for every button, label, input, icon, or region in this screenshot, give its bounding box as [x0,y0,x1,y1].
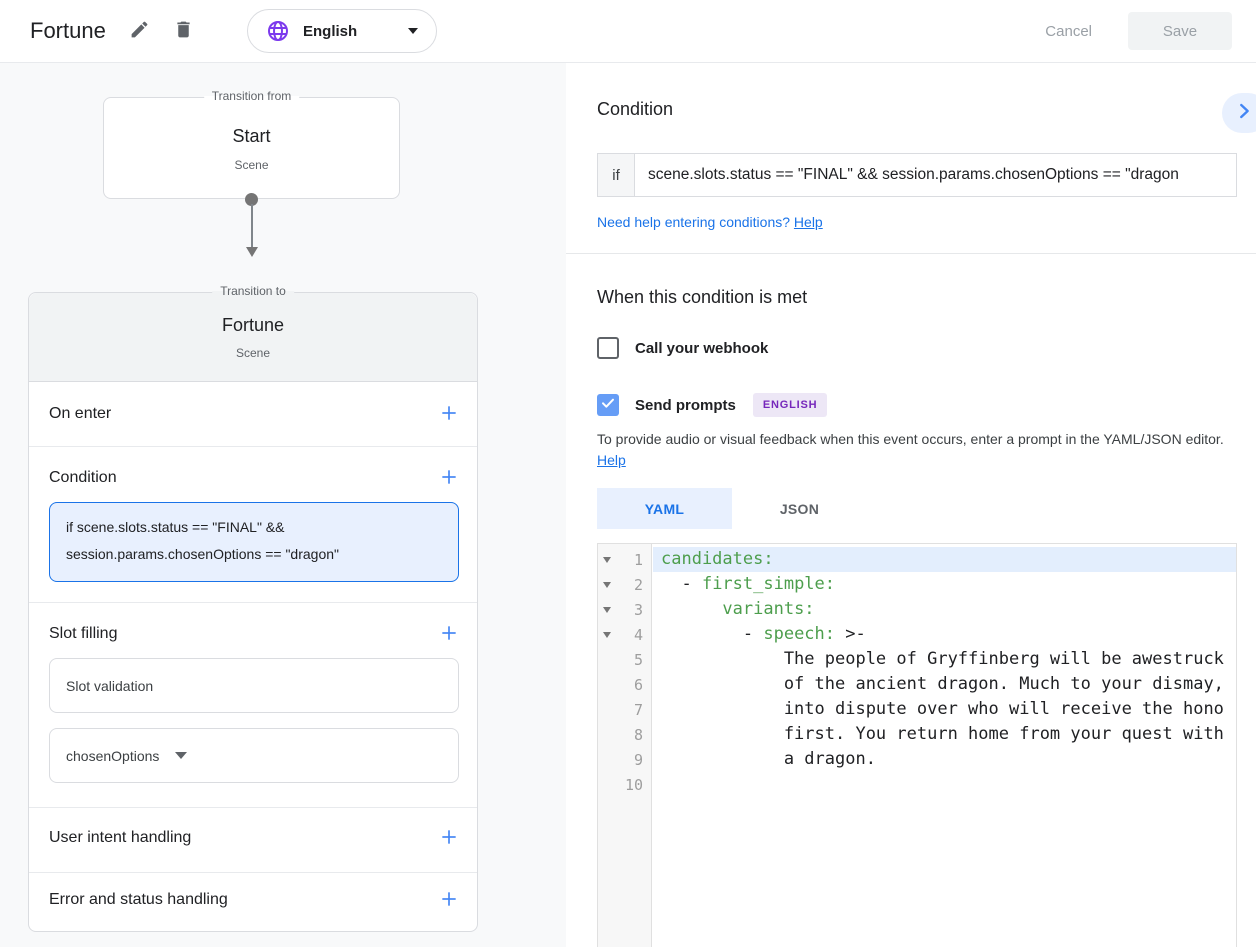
line-number: 7 [633,700,643,719]
editor-gutter [598,544,652,947]
prompts-help-link[interactable]: Help [597,452,626,468]
yaml-text: first. You return home from your quest with [661,724,1224,744]
webhook-row [597,337,768,359]
fold-arrow-icon[interactable] [603,632,611,638]
scene-card [28,284,478,932]
arrow-down-icon [246,247,258,257]
line-number: 5 [633,650,643,669]
condition-preview-line2: session.params.chosenOptions == "dragon" [66,546,339,562]
gutter-row [598,772,651,797]
line-number: 4 [633,625,643,644]
line-number: 9 [633,750,643,769]
gutter-row [598,672,651,697]
section-error-status: Error and status handling [49,891,228,908]
gutter-row [598,747,651,772]
save-button[interactable]: Save [1128,12,1232,50]
code-editor [597,543,1237,947]
gutter-row [598,647,651,672]
to-scene-name: Fortune [221,315,285,335]
add-icon [439,467,459,492]
section-user-intent: User intent handling [49,829,192,846]
page-title: Fortune [30,18,106,43]
edit-scene-button[interactable] [126,19,152,45]
line-number: 3 [633,600,643,619]
line-number: 6 [633,675,643,694]
condition-help-line [597,214,823,230]
transition-to-legend: Transition to [212,284,294,298]
transition-to-node [29,293,477,382]
add-icon [439,889,459,914]
editor-line[interactable] [653,622,1236,647]
fold-arrow-icon[interactable] [603,607,611,613]
gutter-row [598,622,651,647]
yaml-text: >- [835,624,866,644]
webhook-checkbox[interactable] [597,337,619,359]
checkmark-icon [600,395,616,416]
yaml-key: speech: [763,624,836,644]
section-on-enter: On enter [49,405,112,422]
add-on-enter-button[interactable] [435,401,463,429]
editor-line[interactable] [653,747,1236,772]
editor-line[interactable] [653,572,1236,597]
gutter-row [598,572,651,597]
add-error-handler-button[interactable] [435,887,463,915]
add-icon [439,827,459,852]
tab-yaml[interactable]: YAML [597,488,732,529]
condition-preview-line1: if scene.slots.status == "FINAL" && [66,519,285,535]
fold-arrow-icon[interactable] [603,557,611,563]
transition-from-legend: Transition from [204,89,300,103]
condition-expression-row [597,153,1237,197]
line-number: 2 [633,575,643,594]
slot-parameter-label: chosenOptions [66,747,160,764]
condition-panel-title: Condition [597,99,674,119]
pencil-icon [129,19,150,45]
yaml-text: a dragon. [661,749,876,769]
editor-line[interactable] [653,647,1236,672]
divider [566,253,1256,254]
trash-icon [173,19,194,45]
globe-icon [266,19,290,43]
yaml-text [661,599,722,619]
fold-arrow-icon[interactable] [603,582,611,588]
divider [29,602,477,603]
chevron-right-icon [1233,100,1255,127]
gutter-row [598,597,651,622]
section-condition: Condition [49,469,117,486]
tab-json[interactable]: JSON [779,500,820,517]
slot-validation-label: Slot validation [66,677,154,694]
divider [29,872,477,873]
yaml-key: candidates: [661,549,774,569]
top-toolbar [0,0,1256,63]
scene-flow-panel [0,63,566,947]
line-number: 1 [633,550,643,569]
add-icon [439,623,459,648]
condition-detail-panel [566,63,1256,947]
if-prefix: if [598,154,635,196]
yaml-key: first_simple: [701,574,836,594]
transition-from-node[interactable] [103,89,400,199]
editor-line[interactable] [653,722,1236,747]
gutter-row [598,697,651,722]
yaml-text: into dispute over who will receive the hono [661,699,1224,719]
add-intent-button[interactable] [435,825,463,853]
connector-line [251,204,253,247]
gutter-row [598,547,651,572]
prompts-description-text: To provide audio or visual feedback when this event occurs, enter a prompt in the YAML/JSON editor. [597,431,1224,447]
send-prompts-checkbox[interactable] [597,394,619,416]
gutter-row [598,722,651,747]
yaml-key: variants: [722,599,815,619]
yaml-text: - [661,574,702,594]
prompts-description [597,429,1231,471]
editor-line[interactable] [653,772,1236,797]
line-number: 8 [633,725,643,744]
send-prompts-row [597,393,827,417]
add-condition-button[interactable] [435,465,463,493]
slot-validation-item[interactable] [49,658,459,713]
code-editor-rows[interactable] [653,544,1236,947]
from-scene-name: Start [232,126,271,146]
send-prompts-label: Send prompts [635,396,736,414]
editor-line[interactable] [653,697,1236,722]
yaml-text: The people of Gryffinberg will be awestruck [661,649,1224,669]
editor-tabs [597,488,867,529]
language-badge: ENGLISH [753,393,828,417]
condition-preview-selected[interactable] [49,502,459,582]
chevron-down-icon [175,752,187,759]
condition-expression-input[interactable]: scene.slots.status == "FINAL" && session.params.chosenOptions == "dragon [648,166,1179,183]
add-slot-button[interactable] [435,621,463,649]
slot-parameter-item[interactable] [49,728,459,783]
language-selector[interactable] [247,9,437,53]
add-icon [439,403,459,428]
language-label: English [303,22,358,40]
when-met-title: When this condition is met [597,287,808,307]
divider [29,446,477,447]
divider [29,807,477,808]
condition-help-text: Need help entering conditions? [597,214,794,230]
from-scene-type: Scene [234,158,269,172]
condition-help-link[interactable]: Help [793,214,823,230]
editor-line[interactable] [653,672,1236,697]
editor-line[interactable] [653,597,1236,622]
section-slot-filling: Slot filling [49,625,118,642]
collapse-panel-button[interactable] [1222,93,1256,133]
to-scene-type: Scene [235,346,271,360]
yaml-text: - [661,624,764,644]
editor-line[interactable] [653,547,1236,572]
cancel-button[interactable]: Cancel [1045,22,1092,40]
webhook-label: Call your webhook [635,339,769,357]
line-number: 10 [624,775,643,794]
chevron-down-icon [408,28,418,34]
delete-scene-button[interactable] [170,19,196,45]
yaml-text: of the ancient dragon. Much to your dismay, [661,674,1224,694]
